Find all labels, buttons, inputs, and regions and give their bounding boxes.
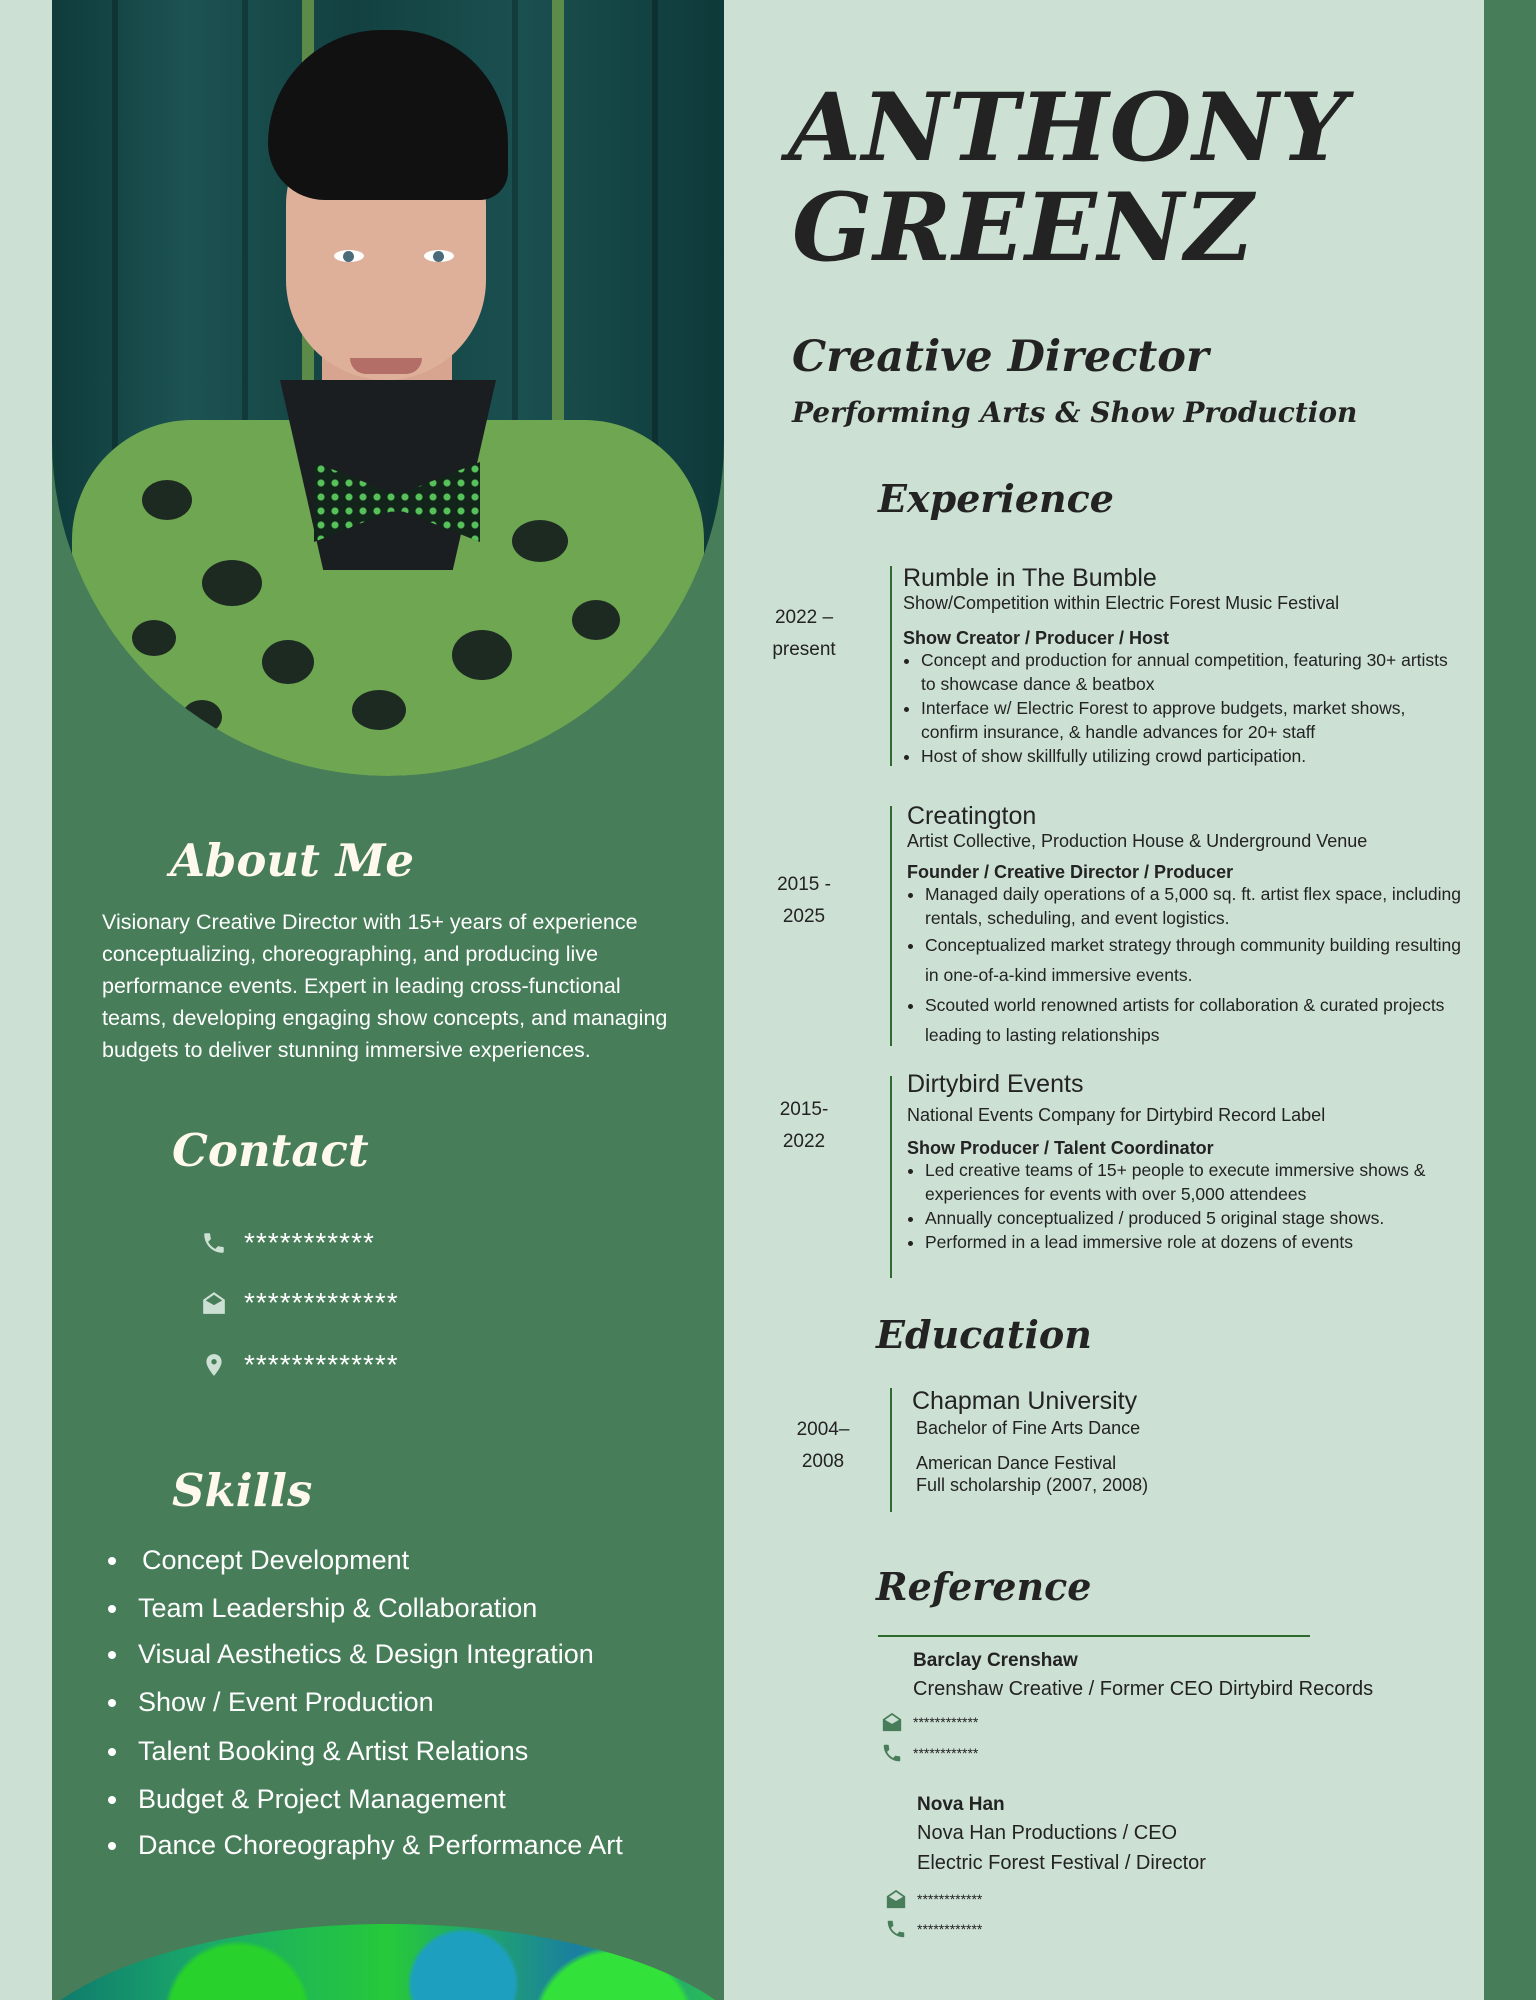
reference-entry (913, 1648, 1373, 1768)
job-subtitle: Performing Arts & Show Production (792, 396, 1358, 429)
phone-icon (198, 1226, 230, 1260)
job-bullet: • Conceptualized market strategy through community building resulting in one-of-a-kind immersive events. (925, 930, 1467, 990)
job-title: Creative Director (792, 332, 1209, 382)
contact-heading: Contact (172, 1124, 369, 1177)
reference-position: Electric Forest Festival / Director (917, 1852, 1206, 1874)
envelope-icon (879, 1709, 905, 1735)
phone-icon (883, 1916, 909, 1942)
company-name: Creatington (907, 802, 1037, 830)
company-name: Dirtybird Events (907, 1070, 1084, 1098)
contact-location (198, 1348, 399, 1382)
contact-phone (198, 1226, 375, 1260)
reference-email: ************ (883, 1884, 1206, 1914)
person-name (788, 73, 1348, 283)
reference-divider (878, 1635, 1310, 1637)
about-heading: About Me (170, 834, 415, 887)
company-desc: Show/Competition within Electric Forest Music Festival (903, 593, 1340, 613)
degree: Bachelor of Fine Arts Dance (916, 1418, 1141, 1438)
about-text: Visionary Creative Director with 15+ years of experience conceptualizing, choreographing, and producing live performance events. Expert in leading cross-functional teams, developing engaging show concepts, and managing budgets to deliver stunning immersive experiences. (102, 910, 668, 1062)
job-bullet: • Led creative teams of 15+ people to execute immersive shows & experiences for events with over 5,000 attendees (925, 1158, 1477, 1206)
reference-name: Nova Han (917, 1794, 1005, 1815)
timeline-line (890, 566, 892, 766)
education-extra: Full scholarship (2007, 2008) (916, 1475, 1149, 1495)
contact-email (198, 1286, 399, 1320)
skill-item: Team Leadership & Collaboration (108, 1590, 688, 1626)
skill-item: Concept Development (108, 1542, 688, 1578)
job-role: Show Producer / Talent Coordinator (907, 1138, 1214, 1158)
job-bullet: • Annually conceptualized / produced 5 original stage shows. (925, 1206, 1477, 1230)
name-line-1: ANTHONY (788, 73, 1348, 183)
job-role: Founder / Creative Director / Producer (907, 862, 1234, 882)
timeline-line (890, 1388, 892, 1512)
skill-item: Talent Booking & Artist Relations (108, 1733, 688, 1769)
job-entry (903, 564, 1463, 768)
reference-entry (917, 1792, 1206, 1944)
location-value: ************* (244, 1349, 399, 1380)
reference-position: Nova Han Productions / CEO (917, 1822, 1178, 1844)
name-line-2: GREENZ (792, 173, 1255, 283)
reference-heading: Reference (876, 1564, 1092, 1609)
envelope-icon (883, 1886, 909, 1912)
timeline-line (890, 806, 892, 1046)
job-bullets (903, 648, 1463, 768)
skills-list (108, 1542, 688, 1863)
job-bullet: • Interface w/ Electric Forest to approve budgets, market shows, confirm insurance, & handle advances for 20+ staff (921, 696, 1463, 744)
right-edge-strip (1484, 0, 1536, 2000)
experience-heading: Experience (878, 476, 1114, 521)
reference-phone: ************ (883, 1914, 1206, 1944)
company-desc: Artist Collective, Production House & Underground Venue (907, 831, 1368, 851)
reference-phone: ************ (879, 1738, 1373, 1768)
skill-item: Dance Choreography & Performance Art (108, 1827, 658, 1863)
job-date: 2015 - 2025 (777, 874, 831, 927)
job-date: 2022 – present (772, 607, 836, 660)
job-date: 2015- 2022 (779, 1099, 829, 1152)
envelope-icon (198, 1286, 230, 1320)
skills-heading: Skills (172, 1464, 313, 1517)
email-value: ************* (244, 1287, 399, 1318)
reference-position: Crenshaw Creative / Former CEO Dirtybird Records (913, 1678, 1374, 1700)
location-pin-icon (198, 1348, 230, 1382)
timeline-line (890, 1076, 892, 1278)
education-heading: Education (876, 1312, 1092, 1357)
school-name: Chapman University (912, 1387, 1138, 1415)
job-entry (907, 1070, 1477, 1254)
job-bullet: • Scouted world renowned artists for collaboration & curated projects leading to lasting relationships (925, 990, 1467, 1050)
skill-item: Budget & Project Management (108, 1781, 688, 1817)
job-role: Show Creator / Producer / Host (903, 628, 1170, 648)
phone-icon (879, 1740, 905, 1766)
education-extra: American Dance Festival (916, 1453, 1117, 1473)
job-bullets (907, 1158, 1477, 1254)
job-bullet: • Managed daily operations of a 5,000 sq. ft. artist flex space, including rentals, scheduling, and event logistics. (925, 882, 1467, 930)
skill-item: Visual Aesthetics & Design Integration (108, 1636, 688, 1672)
job-bullet: • Concept and production for annual competition, featuring 30+ artists to showcase dance & beatbox (921, 648, 1463, 696)
phone-value: *********** (244, 1227, 375, 1258)
profile-photo (52, 0, 724, 776)
education-entry (912, 1386, 1148, 1496)
job-entry (907, 802, 1467, 1050)
job-bullets (907, 882, 1467, 1050)
job-bullet: • Host of show skillfully utilizing crowd participation. (921, 744, 1463, 768)
company-name: Rumble in The Bumble (903, 564, 1157, 592)
decorative-image (52, 1924, 724, 2000)
education-date: 2004– 2008 (796, 1419, 850, 1472)
job-bullet: • Performed in a lead immersive role at dozens of events (925, 1230, 1477, 1254)
reference-email: ************ (879, 1706, 1373, 1738)
skill-item: Show / Event Production (108, 1684, 688, 1720)
company-desc: National Events Company for Dirtybird Record Label (907, 1105, 1326, 1125)
reference-name: Barclay Crenshaw (913, 1650, 1078, 1671)
